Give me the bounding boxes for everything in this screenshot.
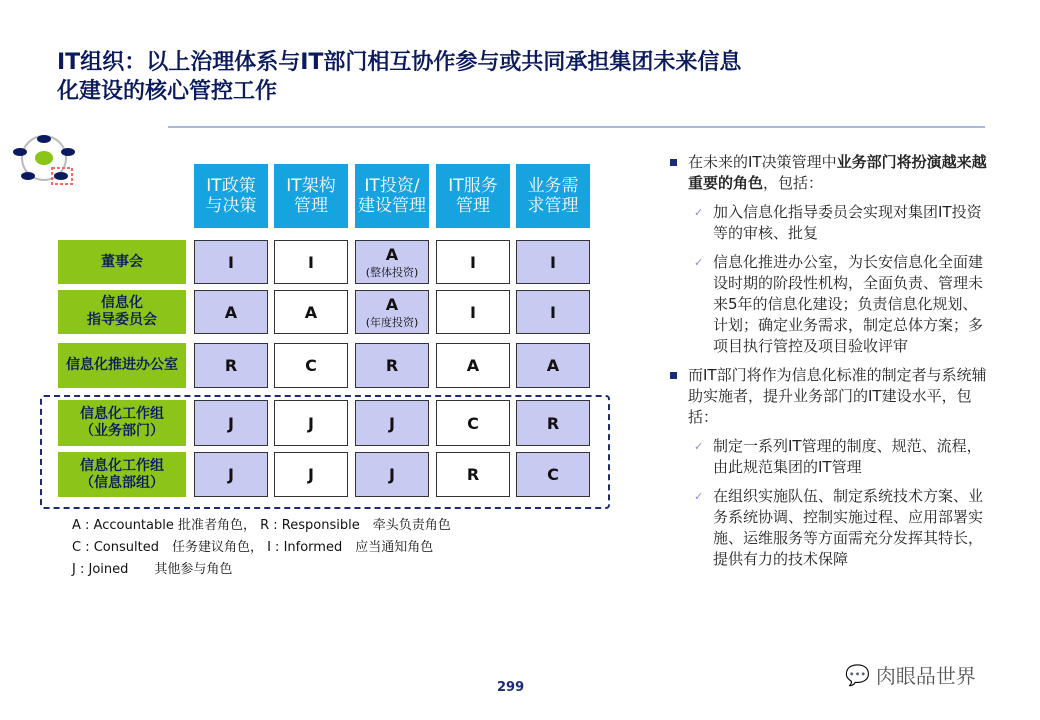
- sub-bullet: [668, 252, 988, 357]
- bullet: [668, 365, 988, 428]
- cell-text: A: [385, 244, 399, 264]
- cell-text: 管理: [456, 196, 490, 216]
- bold-text: 业务部门将扮演越来越重要的角色: [688, 153, 987, 192]
- cell-text: A: [304, 302, 318, 322]
- cell-text: R: [224, 356, 238, 375]
- cell-text: 信息化工作组: [80, 406, 164, 422]
- cell-text: 业务需: [527, 176, 579, 196]
- cell-text: C: [547, 465, 559, 484]
- text: 信息化推进办公室，为长安信息化全面建设时期的阶段性机构，全面负责、管理未来5年的信息化建设；负责信息化规划、计划；确定业务需求，制定总体方案；多项目执行管控及项目验收评审: [713, 253, 984, 355]
- legend-line: A : Accountable 批准者角色， R : Responsible 牵头负责角色: [72, 518, 451, 533]
- raci-cell: [516, 240, 590, 284]
- column-header: [436, 164, 510, 228]
- raci-cell: [436, 343, 510, 388]
- cell-text: IT政策: [206, 176, 256, 196]
- raci-cell: [355, 290, 429, 334]
- cell-text: I: [308, 252, 314, 272]
- raci-cell: [436, 290, 510, 334]
- cell-text: 信息化: [101, 295, 143, 311]
- governance-diagram-icon: [6, 130, 82, 190]
- cell-text: J: [389, 465, 395, 484]
- text: 在未来的IT决策管理中: [688, 153, 837, 171]
- text: 加入信息化指导委员会实现对集团IT投资等的审核、批复: [713, 203, 982, 242]
- cell-text: 指导委员会: [87, 312, 157, 328]
- description-panel: [668, 152, 988, 578]
- text: ，包括：: [763, 174, 824, 192]
- cell-text: IT服务: [448, 176, 498, 196]
- raci-cell: [436, 240, 510, 284]
- cell-text: (年度投资): [365, 315, 419, 329]
- watermark-text: 肉眼品世界: [875, 664, 976, 688]
- cell-text: A: [224, 302, 238, 322]
- watermark: [845, 660, 976, 689]
- cell-text: 信息化工作组: [80, 457, 164, 474]
- text: 在组织实施队伍、制定系统技术方案、业务系统协调、控制实施过程、应用部署实施、运维服务等方面需充分发挥其特长，提供有力的技术保障: [713, 487, 984, 568]
- sub-bullet: [668, 436, 988, 478]
- cell-text: A: [546, 356, 560, 375]
- cell-text: C: [467, 413, 479, 433]
- divider: [168, 126, 985, 128]
- raci-cell: [274, 343, 348, 388]
- cell-text: J: [308, 465, 314, 484]
- cell-text: IT架构: [286, 176, 336, 196]
- check-icon: ✓: [694, 256, 704, 269]
- row-label: [58, 240, 186, 284]
- cell-text: I: [470, 252, 476, 272]
- column-header: [355, 164, 429, 228]
- sub-bullet: [668, 202, 988, 244]
- text: 而IT部门将作为信息化标准的制定者与系统辅助实施者，提升业务部门的IT建设水平，包括：: [688, 366, 987, 426]
- cell-text: A: [466, 356, 480, 375]
- cell-text: 信息化推进办公室: [66, 357, 178, 373]
- raci-cell: [355, 240, 429, 284]
- cell-text: (整体投资): [365, 265, 419, 279]
- title-line: 化建设的核心管控工作: [57, 79, 278, 104]
- cell-text: （业务部门）: [80, 423, 164, 439]
- raci-cell: [194, 290, 268, 334]
- cell-text: J: [228, 413, 234, 433]
- bullet: [668, 152, 988, 194]
- cell-text: IT投资/: [364, 176, 420, 196]
- cell-text: R: [385, 356, 399, 375]
- cell-text: I: [550, 252, 556, 272]
- raci-cell: [194, 240, 268, 284]
- cell-text: 管理: [294, 196, 328, 216]
- raci-cell: [194, 343, 268, 388]
- raci-cell: [355, 343, 429, 388]
- cell-text: I: [228, 252, 234, 272]
- square-bullet-icon: [670, 159, 677, 166]
- square-bullet-icon: [670, 372, 677, 379]
- page-title: [57, 48, 741, 106]
- legend-line: J : Joined 其他参与角色: [72, 562, 233, 577]
- cell-text: C: [305, 356, 317, 375]
- check-icon: ✓: [694, 490, 704, 503]
- raci-cell: [516, 343, 590, 388]
- sub-bullet: [668, 486, 988, 570]
- cell-text: 建设管理: [358, 196, 426, 216]
- cell-text: J: [389, 413, 395, 433]
- cell-text: I: [470, 302, 476, 322]
- cell-text: J: [228, 465, 234, 484]
- raci-cell: [274, 240, 348, 284]
- page-number: 299: [497, 680, 525, 695]
- row-label: [58, 290, 186, 334]
- cell-text: I: [550, 302, 556, 322]
- cell-text: 与决策: [205, 196, 257, 216]
- column-header: [274, 164, 348, 228]
- check-icon: ✓: [694, 440, 704, 453]
- check-icon: ✓: [694, 206, 704, 219]
- cell-text: R: [546, 413, 560, 433]
- text: 制定一系列IT管理的制度、规范、流程，由此规范集团的IT管理: [713, 437, 982, 476]
- title-line: IT组织：以上治理体系与IT部门相互协作参与或共同承担集团未来信息: [57, 50, 742, 75]
- wechat-icon: 💬: [845, 662, 870, 687]
- cell-text: R: [466, 465, 480, 484]
- column-header: [194, 164, 268, 228]
- cell-text: 董事会: [101, 253, 143, 270]
- column-header: [516, 164, 590, 228]
- cell-text: 求管理: [527, 196, 579, 216]
- cell-text: （信息部组）: [80, 474, 164, 491]
- cell-text: J: [308, 413, 314, 433]
- cell-text: A: [385, 294, 399, 314]
- raci-cell: [274, 290, 348, 334]
- row-label: [58, 343, 186, 388]
- legend-line: C : Consulted 任务建议角色， I : Informed 应当通知角色: [72, 540, 434, 555]
- working-group-highlight: [40, 395, 610, 509]
- raci-cell: [516, 290, 590, 334]
